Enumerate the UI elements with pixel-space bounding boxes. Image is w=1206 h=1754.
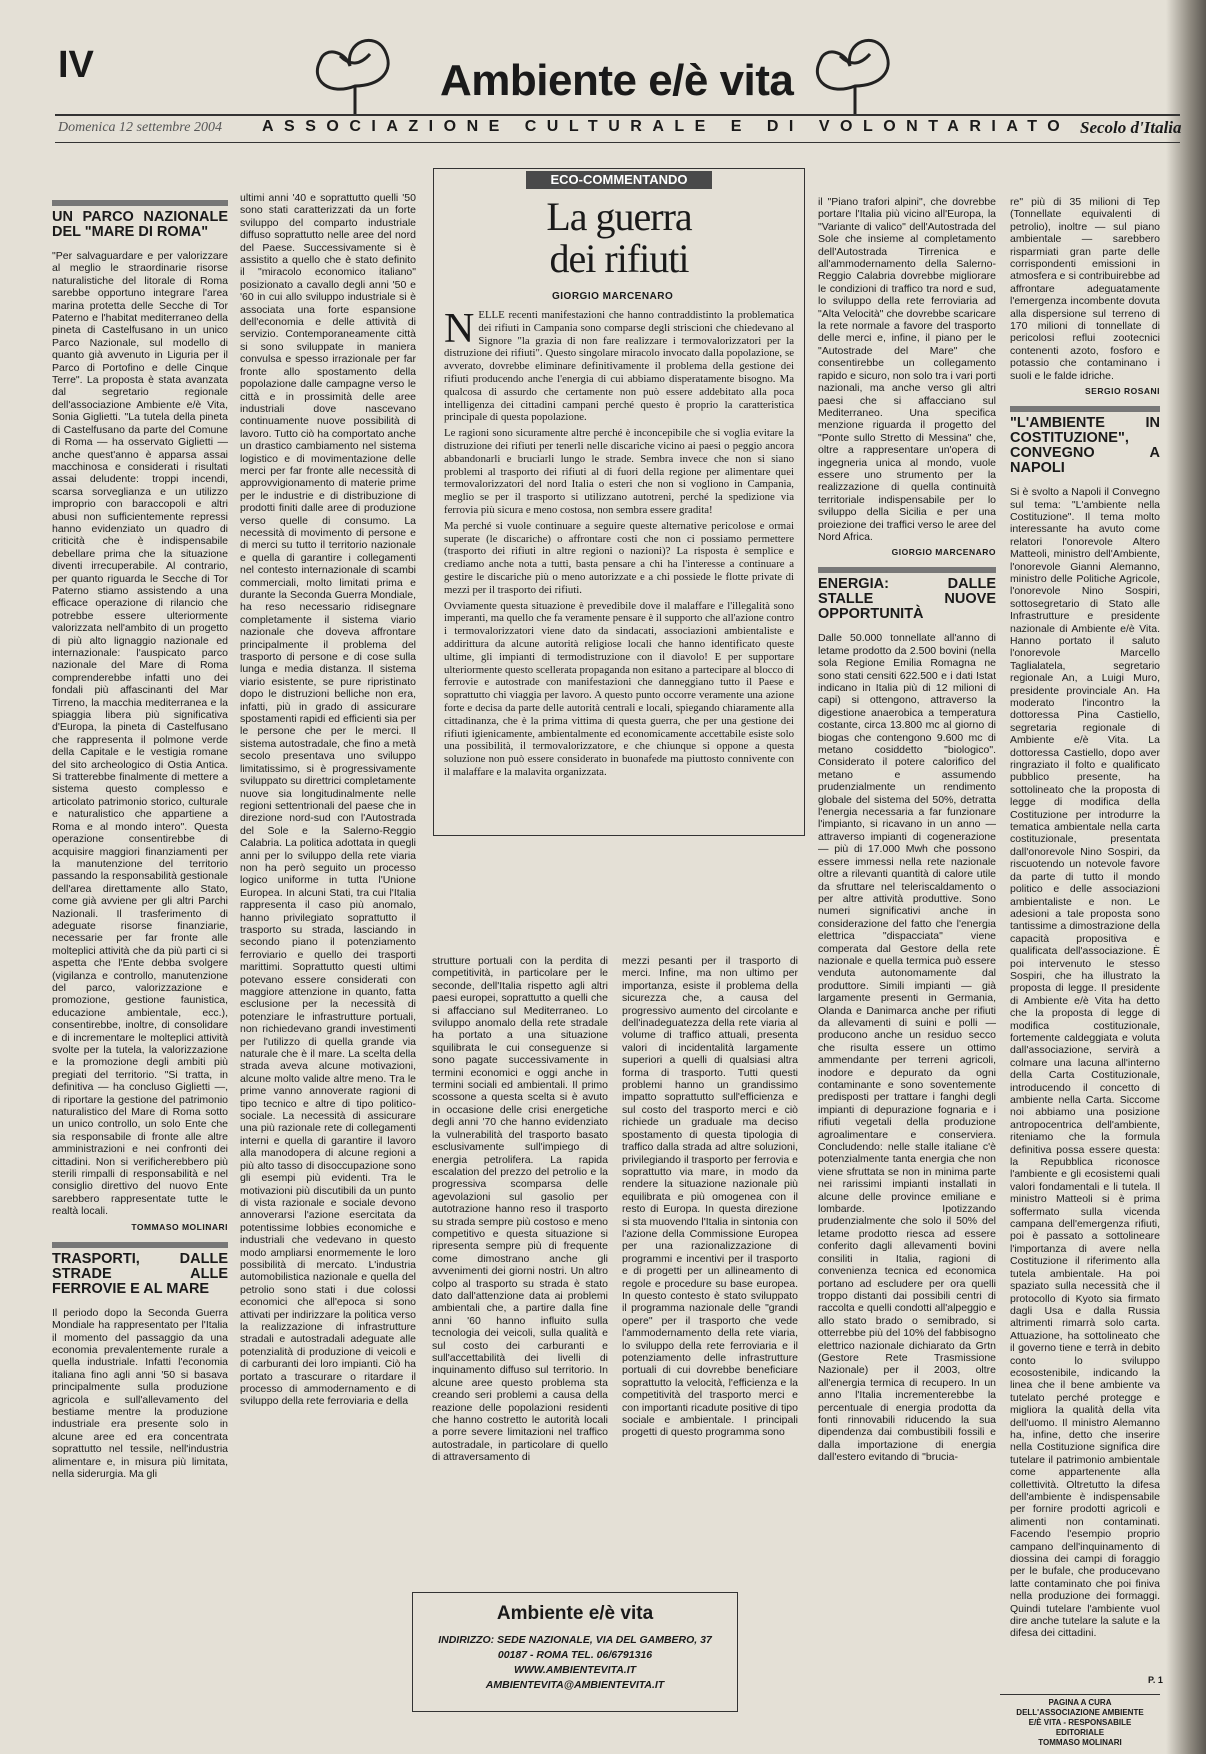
column-3: [432, 955, 608, 1545]
flower-emblem-icon: [300, 26, 410, 116]
kicker: ECO-COMMENTANDO: [526, 171, 712, 189]
headline-energia: ENERGIA: DALLE STALLE NUOVE OPPORTUNITÀ: [818, 567, 996, 622]
column-6: [1010, 196, 1160, 1676]
contact-box: [412, 1592, 738, 1712]
contact-title: Ambiente e/è vita: [496, 1603, 654, 1624]
byline: GIORGIO MARCENARO: [891, 547, 996, 558]
page-reference: P. 1: [1148, 1675, 1163, 1685]
paragraph: Ovviamente questa situazione è prevedibile dove il malaffare e l'illegalità sono imperanti, ma quello che fa veramente pensare è il supporto che all'azione contro i termovalorizzatori viene dato da sindacati, associazioni ambientaliste e addirittura da alcune autorità religiose locali che hanno identificato queste ultime, gli impianti di termodistruzione con il diavolo! E per supportare ulteriormente questo scellerata propaganda non esitano a partecipare al blocco di ferrovie e autostrade con manifestazioni che danneggiano tutto il Paese e soprattutto chi viaggia per lavoro. A questo punto occorre veramente una azione forte e decisa da parte delle autorità centrali e locali, spiegando chiaramente alla cittadinanza, che è la prima vittima di questa guerra, che per una gestione dei rifiuti igienicamente, ambientalmente ed economicamente accettabile esiste solo una possibilità, il termovalorizzatore, e che chiunque si oppone a questa soluzione non può essere considerato in buonafede ma piuttosto connivente con il malaffare e la malavita organizzata.: [444, 599, 794, 778]
paragraph: Le ragioni sono sicuramente altre perché è inconcepibile che si voglia evitare la distruzione dei rifiuti per tenerli nelle discariche vicino ai paesi o peggio ancora abbandonarli e bruciarli lungo le strade. Sembra invece che non si siano problemi al trasporto dei rifiuti al di fuori della regione per alimentare quei termovalorizzatori del nord Italia o esteri che non si vogliono in Campania, meglio se per il trasporto si utilizzano autotreni, perché la spedizione via ferrovia più sicura e meno costosa, non sembra essere gradita!: [444, 427, 794, 516]
credit-line: TOMMASO MOLINARI: [1038, 1738, 1122, 1747]
editorial-text: [444, 309, 794, 829]
article-parco: "Per salvaguardare e per valorizzare al meglio le straordinarie risorse naturalistiche del litorale di Roma sarebbe opportuno integrare l'area marina protetta delle Secche di Tor Paterno e l'habitat mediterraneo della pineta di Castelfusano in un unico Parco Nazionale, sul modello di quanto già avvenuto in Liguria per il Parco di Portofino e delle Cinque Terre". La proposta è stata avanzata dal segretario regionale dell'associazione Ambiente e/è Vita, Sonia Giglietti. "La tutela della pineta di Castelfusano da parte del Comune di Roma — ha osservato Giglietti — anche quest'anno è apparsa assai macchinosa e considerati i risultati assai deludente: troppi incendi, scarsa sorveglianza e un utilizzo improprio con baraccopoli e altri abusi non sufficientemente repressi hanno evidenziato un quadro di criticità che è indispensabile debellare prima che la situazione diventi irrecuperabile. Al contrario, per quanto riguarda le Secche di Tor Paterno stiamo assistendo a una efficace operazione di rilancio che potrebbe essere ulteriormente valorizzata nell'ambito di un progetto di più alto lignaggio nazionale ed internazionale: l'auspicato parco nazionale del Mare di Roma comprenderebbe infatti uno dei fondali più affascinanti del Mar Tirreno, la macchia mediterranea e la spiaggia libera più significativa d'Europa, la pineta di Castelfusano che rappresenta il polmone verde della Capitale e le vestigia romane del sito archeologico di Ostia Antica. Si tratterebbe finalmente di mettere a sistema questo complesso e articolato patrimonio storico, culturale e naturalistico che appartiene a Roma e al mondo intero". Questa operazione consentirebbe di acquisire maggiori finanziamenti per la manutenzione del territorio passando la responsabilità gestionale dell'area direttamente allo Stato, come già avviene per gli altri Parchi Nazionali. Il trasferimento di adeguate risorse finanziarie, necessarie per far fronte alle molteplici attività che da più parti ci si aspetta che l'Ente debba svolgere (vigilanza e controllo, manutenzione del parco, valorizzazione e promozione, gestione faunistica, educazione ambientale, ecc.), consentirebbe, inoltre, di consolidare e di incrementare le molteplici attività svolte per la tutela, la valorizzazione e la promozione degli ambiti più pregiati del territorio. "Si tratta, in definitiva — ha concluso Giglietti —, di riportare la gestione del patrimonio naturalistico del Mare di Roma sotto un unico controllo, un solo Ente che sia responsabile di fronte alle altre amministrazioni e nei confronti dei cittadini. Non si verificherebbero più sterili rimpalli di responsabilità e nel consiglio direttivo del nuovo Ente sarebbero rappresentate tutte le realtà locali.: [52, 250, 228, 1218]
column-1: [52, 200, 228, 1720]
article-energia-end: re" più di 35 milioni di Tep (Tonnellate equivalenti di petrolio), inoltre — sul piano ambientale — sarebbero risparmiati gran parte delle corrispondenti emissioni in atmosfera e si contribuirebbe ad affrontare adeguatamente l'emergenza incombente dovuta alla dispersione sul terreno di 170 milioni di tonnellate di pericolosi reflui zootecnici contenenti azoto, fosforo e potassio che contaminano i suoli e le falde idriche.: [1010, 196, 1160, 382]
byline: SERGIO ROSANI: [1085, 386, 1160, 397]
drop-cap: N: [444, 309, 475, 352]
contact-city: 00187 - ROMA TEL. 06/6791316: [497, 1649, 653, 1661]
article-trasporti-cont: strutture portuali con la perdita di competitività, in particolare per le seconde, dell'Italia rispetto agli altri paesi europei, soprattutto a quelli che si affacciano sul Mediterraneo. Lo sviluppo anomalo della rete stradale ha portato a una situazione squilibrata le cui conseguenze si sono pagate successivamente in termini economici e oggi anche in termini sociali ed ambientali. Il primo scossone a questa scelta si è avuto in occasione delle crisi energetiche degli anni '70 che hanno evidenziato la vulnerabilità del trasporto basato esclusivamente sull'impiego di energia petrolifera. La rapida escalation del prezzo del petrolio e la progressiva scomparsa delle agevolazioni sul gasolio per autotrazione hanno reso il trasporto su strada sempre più costoso e meno competitivo e questa situazione si ripresenta sempre più di frequente come dimostrano anche gli avvenimenti dei giorni nostri. Un altro colpo al trasporto su strada è stato dato dall'attenzione data ai problemi ambientali che, a partire dalla fine anni '60 hanno influito sulla tecnologia dei veicoli, sulla qualità e sul costo dei carburanti e sull'accettabilità dei livelli di inquinamento diffuso sul territorio. In alcune aree questo problema sta creando seri problemi a causa della reazione delle popolazioni residenti che hanno costretto le autorità locali a porre severe limitazioni nel traffico autostradale, in particolare di quello di attraversamento di: [432, 955, 608, 1464]
headline-convegno: "L'AMBIENTE IN COSTITUZIONE", CONVEGNO A NAPOLI: [1010, 406, 1160, 476]
column-5: [818, 196, 996, 1726]
contact-email[interactable]: AMBIENTEVITA@AMBIENTEVITA.IT: [485, 1679, 665, 1691]
issue-date: Domenica 12 settembre 2004: [58, 120, 222, 135]
credit-line: E/È VITA - RESPONSABILE: [1028, 1718, 1132, 1727]
flower-emblem-icon: [800, 26, 910, 116]
editorial-credit: [1000, 1694, 1160, 1748]
article-trasporti-end: il "Piano trafori alpini", che dovrebbe portare l'Italia più vicino all'Europa, la "Variante di valico" dell'Autostrada del Sole che insieme al completamento dell'Autostrada Tirrenica e all'ammodernamento della Salerno-Reggio Calabria dovrebbe migliorare le condizioni di traffico tra nord e sud, lo sviluppo della rete ferroviaria ad "Alta Velocità" che dovrebbe scaricare la rete normale a favore del trasporto delle merci e, infine, il piano per le "Autostrade del Mare" che consentirebbe un collegamento rapido e sicuro, non solo tra i vari porti nazionali, ma anche verso gli altri paesi che si affacciano sul Mediterraneo. Una specifica menzione riguarda il progetto del "Ponte sullo Stretto di Messina" che, oltre a rappresentare un'opera di ingegneria unica al mondo, vuole essere uno strumento per la realizzazione di quella continuità territoriale indispensabile per lo sviluppo della Sicilia e per una proiezione dei traffici verso le aree del Nord Africa.: [818, 196, 996, 543]
byline: TOMMASO MOLINARI: [131, 1221, 228, 1232]
contact-website[interactable]: WWW.AMBIENTEVITA.IT: [513, 1664, 637, 1676]
column-4: [622, 955, 798, 1545]
editorial-author: GIORGIO MARCENARO: [552, 291, 674, 302]
article-trasporti-cont: ultimi anni '40 e soprattutto quelli '50 sono stati caratterizzati da un forte sviluppo del comparto industriale diffuso soprattutto nelle aree del nord del Paese. Successivamente si è assistito a quello che è stato definito il "miracolo economico italiano" posizionato a cavallo degli anni '50 e '60 in cui allo sviluppo industriale si è associata una forte espansione dell'economia e delle attività di servizio. Contemporaneamente città si sono sviluppate in maniera convulsa e spesso irrazionale per far fronte allo spostamento della popolazione dalle campagne verso le città e in prossimità delle aree industriali dove nascevano continuamente nuove possibilità di lavoro. Tutto ciò ha comportato anche un drastico cambiamento nel sistema logistico e di movimentazione delle merci per far fronte alle necessità di approvvigionamento di materie prime per le industrie e di distribuzione di prodotti finiti dalle aree di produzione verso quelle di consumo. La necessità di movimento di persone e di merci su tutto il territorio nazionale e quella di garantire i collegamenti nel contesto internazionale di scambi commerciali, molto limitati prima e durante la Seconda Guerra Mondiale, ha reso necessario ridisegnare completamente il sistema viario nazionale che doveva affrontare principalmente il problema del trasporto di persone e di cose sulla lunga e media distanza. Il sistema viario esistente, se pure ripristinato dopo le distruzioni belliche non era, infatti, più in grado di assicurare spostamenti rapidi ed efficienti sia per le persone che per le merci. Il sistema autostradale, che fino a metà secolo presentava uno sviluppo limitatissimo, si è progressivamente sviluppato su direttrici completamente nuove sia longitudinalmente nelle regioni settentrionali del paese che in direzione nord-sud con l'Autostrada del Sole e la Salerno-Reggio Calabria. La politica adottata in quegli anni per lo sviluppo della rete viaria non ha però seguito un processo logico uniforme in tutta l'Unione Europea. In alcuni Stati, tra cui l'Italia rappresenta il caso più anomalo, hanno privilegiato soprattutto il trasporto su strada, lasciando in secondo piano il potenziamento ferroviario e quello dei trasporti marittimi. Soprattutto questi ultimi potevano essere considerati con maggiore attenzione in quanto, fatta esclusione per la necessità di potenziare le infrastrutture portuali, non richiedevano grandi investimenti per l'utilizzo di quella grande via naturale che è il mare. La scelta della strada aveva alcune motivazioni, alcune molto valide altre meno. Tra le prime vanno annoverate ragioni di tipo tecnico e altre di tipo politico-sociale. La necessità di assicurare una più razionale rete di collegamenti interni e quella di garantire il lavoro alla manodopera di alcune regioni a più alto tasso di disoccupazione sono gli esempi più evidenti. Tra le motivazioni più discutibili da un punto di vista razionale e sociale devono annoverarsi l'azione esercitata da potentissime lobbies economiche e industriali che vedevano in questo modo ampliarsi enormemente le loro possibilità di mercato. L'industria automobilistica nazionale e quella del petrolio sono stati i due colossi economici che all'epoca si sono attivati per indirizzare la politica verso la realizzazione di infrastrutture stradali e autostradali adeguate alle potenzialità di produzione di veicoli e di carburanti dei loro impianti. Ciò ha portato a trascurare o ritardare il processo di ammodernamento e di sviluppo della rete ferroviaria e della: [240, 192, 416, 1408]
binding-shadow: [1166, 0, 1206, 1754]
article-trasporti-cont: mezzi pesanti per il trasporto di merci. Infine, ma non ultimo per importanza, esiste il problema della sicurezza che, a causa del progressivo aumento del circolante e dell'inadeguatezza della rete viaria al volume di traffico attuali, presenta valori di incidentalità largamente superiori a quelli di qualsiasi altra forma di trasporto. Tutti questi problemi hanno un grandissimo impatto soprattutto sull'efficienza e sul costo del trasporto merci e ciò richiede un graduale ma deciso spostamento di questa tipologia di traffico dalla strada ad altre soluzioni, privilegiando il trasporto per ferrovia e soprattutto via mare, in modo da rendere la situazione nazionale più equilibrata e più omogenea con il resto di Europa. In questa direzione si sta muovendo l'Italia in sintonia con l'azione della Commissione Europea per una razionalizzazione di programmi e incentivi per il trasporto e di progetti per un allineamento di regole e procedure su base europea. In questo contesto è stato sviluppato il programma nazionale delle "grandi opere" per il trasporto che vede l'ammodernamento della rete viaria, lo sviluppo della rete ferroviaria e il potenziamento delle infrastrutture portuali di cui dovrebbe beneficiare soprattutto la velocità, l'efficienza e la competitività del trasporto merci e con importanti ricadute positive di tipo sociale e ambientale. I principali progetti di questo programma sono: [622, 955, 798, 1439]
editorial-box: [433, 168, 805, 836]
credit-line: EDITORIALE: [1055, 1728, 1105, 1737]
headline-parco: UN PARCO NAZIONALE DEL "MARE DI ROMA": [52, 200, 228, 240]
header-rule: [55, 142, 1180, 143]
paragraph: Ma perché si vuole continuare a seguire queste alternative pericolose e ormai superate (le discariche) o affrontare costi che non ci possiamo permettere (trasporto dei rifiuti in altre regioni o nazioni)? La risposta è semplice e crediamo anche nota a tutti, basta pensare a chi ha l'interesse a continuare a gestire le discariche più o meno autorizzate e a chi possiede le flotte private di mezzi per il trasporto dei rifiuti.: [444, 519, 794, 596]
contact-address: INDIRIZZO: SEDE NAZIONALE, VIA DEL GAMBERO, 37: [438, 1634, 712, 1646]
headline-trasporti: TRASPORTI, DALLE STRADE ALLE FERROVIE E AL MARE: [52, 1242, 228, 1297]
article-convegno: Si è svolto a Napoli il Convegno sul tema: "L'ambiente nella Costituzione". Il tema molto interessante ha avuto come relatori l'onorevole Altero Matteoli, ministro dell'Ambiente, l'onorevole Gianni Alemanno, ministro delle Politiche Agricole, l'onorevole Nino Sospiri, sottosegretario di Stato alle Infrastrutture e presidente nazionale di Ambiente e/è Vita. Hanno portato il saluto l'onorevole Marcello Taglialatela, segretario regionale An, a Luigi Muro, presidente provinciale An. Ha moderato l'incontro la dottoressa Pina Castiello, segretaria regionale di Ambiente e/è Vita. La dottoressa Castiello, dopo aver ringraziato il folto e qualificato pubblico presente, ha sottolineato che la proposta di legge di modifica della Costituzione per introdurre la tematica ambientale nella carta costituzionale, presentata dall'onorevole Nino Sospiri, da riscuotendo un notevole favore da parte di tutto il mondo politico e delle associazioni ambientaliste e non. Le adesioni a tale proposta sono tantissime a dimostrazione della capacità propositiva e qualificata dell'associazione. È poi intervenuto le stesso Sospiri, che ha illustrato la proposta di legge. Il presidente di Ambiente e/è Vita ha detto che la proposta di legge di modifica costituzionale, fortemente caldeggiata e voluta dall'associazione, servirà a colmare una lacuna all'interno della Carta Costituzionale, introducendo il concetto di ambiente nella Carta. Siccome noi abbiamo una posizione antropocentrica dell'ambiente, riteniamo che la formula definitiva possa essere questa: la Repubblica riconosce l'ambiente e gli ecosistemi quali valori fondamentali e li tutela. Il ministro Matteoli si è prima soffermato sulla vicenda campana dell'emergenza rifiuti, poi è passato a sottolineare l'importanza di avere nella Costituzione il riferimento alla tutela ambientale. Ha poi spaziato sulla necessità che il protocollo di Kyoto sia firmato dagli Usa e dalla Russia altrimenti rimarrà solo carta. Attuazione, ha sottolineato che il governo tiene e terrà in debito conto lo sviluppo ecosostenibile, indicando la linea che il bene ambiente va tutelato perché protegge e migliora la qualità della vita dell'uomo. Il ministro Alemanno ha, infine, detto che inserire nella Costituzione significa dire tutelare il patrimonio ambientale come appartenente alla collettività. Oltretutto la difesa dell'ambiente è indispensabile per fornire prodotti agricoli e alimenti non contaminati. Facendo l'esempio proprio campano dell'inquinamento di diossina dei campi di foraggio per le bufale, che producevano latte contaminato che poi finiva nella produzione dei formaggi. Quindi tutelare l'ambiente vuol dire anche tutelare la salute e la difesa dei cittadini.: [1010, 486, 1160, 1640]
article-energia: Dalle 50.000 tonnellate all'anno di letame prodotto da 2.500 bovini (nella sola Regione Emilia Romagna ne sono stati censiti 622.500 e i dati Istat indicano in Italia più di 12 milioni di capi) si ottengono, attraverso la digestione anaerobica a temperatura costante, circa 13.800 mc al giorno di biogas che contengono 9.600 mc di metano cosiddetto "biologico". Considerato il potere calorifico del metano e assumendo prudenzialmente un rendimento globale del sistema del 50%, detratta l'energia necessaria a far funzionare l'impianto, si ricavano in un anno — attraverso impianti di cogenerazione — più di 17.000 Mwh che possono essere immessi nella rete nazionale oltre a rilevanti quantità di calore utile da sfruttare nel teleriscaldamento o per altre attività produttive. Sono numeri significativi anche in considerazione del fatto che l'energia elettrica "dispacciata" viene comperata dal Gestore della rete nazionale e quella termica può essere venduta autonomamente dal produttore. Simili impianti — già largamente presenti in Germania, Olanda e Danimarca anche per rifiuti da allevamenti di suini e polli — producono anche un residuo secco che risulta essere un ottimo ammendante per terreni agricoli, inodore e depurato da ogni contaminante e sono soventemente predisposti per trattare i fanghi degli impianti di depurazione fognaria e i rifiuti vegetali della produzione agroalimentare e conserviera. Concludendo: nelle stalle italiane c'è potenzialmente tanta energia che non viene sfruttata se non in minima parte nei rarissimi impianti installati in alcune delle province emiliane e lombarde. Ipotizzando prudenzialmente che solo il 50% del letame prodotto riesca ad essere conferito dagli allevamenti bovini consiliti in Italia, ragioni di convenienza tecnica ed economica portano ad escludere per ora quelli troppo distanti dai possibili centri di raccolta e quelli condotti all'alpeggio e allo stato brado o semibrado, si otterrebbe più del 10% del fabbisogno elettrico nazionale dichiarato da Grtn (Gestore Rete Trasmissione Nazionale) per il 2003, oltre all'energia termica di recupero. In un anno l'Italia incrementerebbe la percentuale di energia prodotta da fonti rinnovabili riducendo la sua dipendenza dai combustibili fossili e dalla importazione di energia dall'estero evitando di "brucia-: [818, 632, 996, 1464]
editorial-title-line2: dei rifiuti: [549, 236, 689, 281]
credit-line: DELL'ASSOCIAZIONE AMBIENTE: [1016, 1708, 1144, 1717]
paragraph: ELLE recenti manifestazioni che hanno contraddistinto la problematica dei rifiuti in Campania sono comparse degli striscioni che chiedevano al Signore "la grazia di non fare realizzare i termovalorizzatori per la distruzione dei rifiuti". Questo singolare miracolo invocato dalla popolazione, se avverato, dovrebbe eliminare definitivamente il problema della gestione dei rifiuti producendo anche l'energia di cui abbiamo disperatamente bisogno. Ma qualcosa di assurdo che certamente non può essere addebitato alla poca intelligenza dei cittadini campani perché questo è proprio la caratteristica principale di questa popolazione.: [444, 309, 794, 424]
column-2: [240, 192, 416, 1722]
article-trasporti: Il periodo dopo la Seconda Guerra Mondiale ha rappresentato per l'Italia il momento del passaggio da una economia prevalentemente rurale a quella industriale. Infatti l'economia italiana fino agli anni '50 si basava principalmente sulla produzione agricola e sull'allevamento del bestiame mentre la produzione industriale era presente solo in alcune aree ed era concentrata soprattutto nel tessile, nell'industria alimentare e, in misura più limitata, nella siderurgia. Ma gli: [52, 1306, 228, 1480]
section-title: Ambiente e/è vita: [440, 56, 794, 105]
association-line: ASSOCIAZIONE CULTURALE E DI VOLONTARIATO: [262, 118, 1071, 135]
editorial-title-line1: La guerra: [546, 194, 692, 239]
header-rule: [55, 114, 1180, 116]
masthead: Secolo d'Italia: [1080, 118, 1182, 137]
page-number: IV: [58, 44, 94, 86]
credit-line: PAGINA A CURA: [1048, 1698, 1112, 1707]
